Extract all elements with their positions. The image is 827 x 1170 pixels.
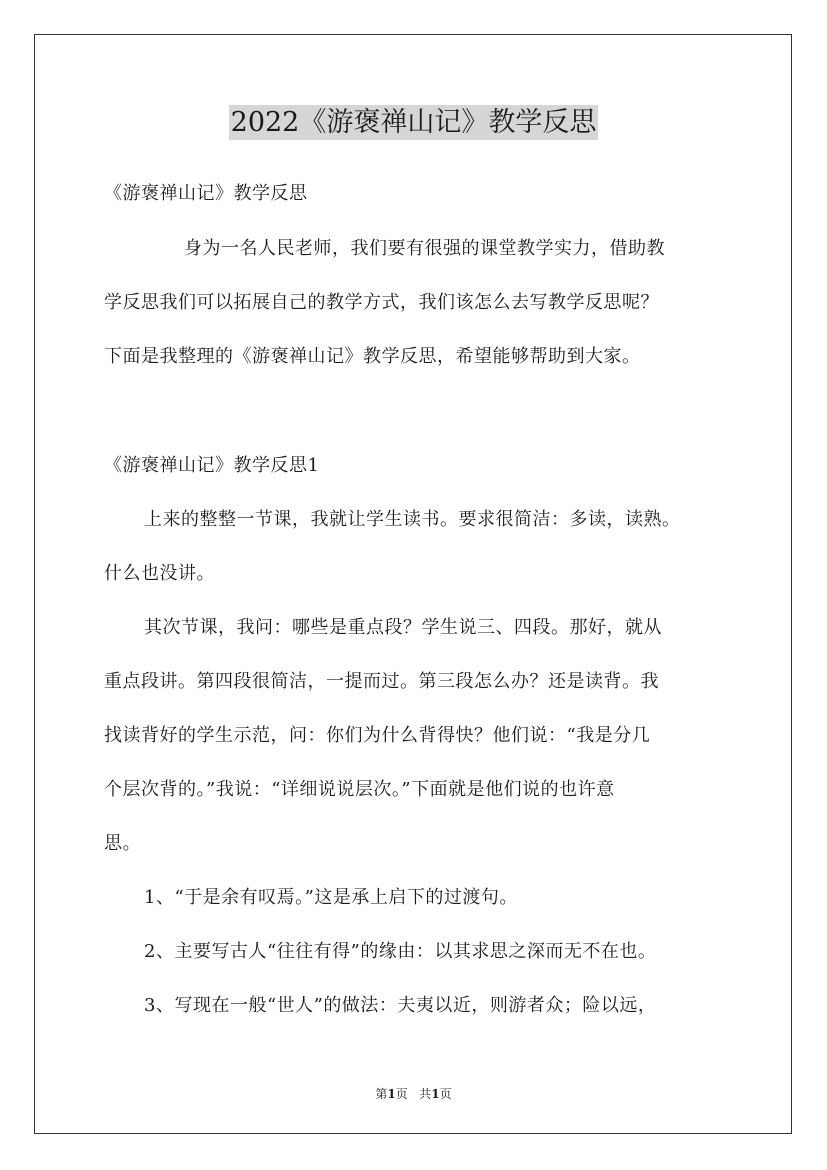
footer-page-suffix: 页 xyxy=(395,1087,408,1101)
intro-line-3: 下面是我整理的《游褒禅山记》教学反思，希望能够帮助到大家。 xyxy=(104,346,641,367)
body-line-1: 上来的整整一节课，我就让学生读书。要求很简洁：多读，读熟。 xyxy=(144,509,681,530)
body-line-2: 什么也没讲。 xyxy=(104,563,215,584)
body-line-5: 找读背好的学生示范，问：你们为什么背得快？他们说：“我是分几 xyxy=(104,725,651,746)
document-title-wrapper xyxy=(0,104,827,142)
section-heading: 《游褒禅山记》教学反思1 xyxy=(104,455,320,476)
footer-page-prefix: 第 xyxy=(375,1087,388,1101)
footer-total-suffix: 页 xyxy=(439,1087,452,1101)
page-footer xyxy=(0,1085,827,1102)
body-line-10: 3、写现在一般“世人”的做法：夫夷以近，则游者众；险以远， xyxy=(144,995,657,1016)
body-line-8: 1、“于是余有叹焉。”这是承上启下的过渡句。 xyxy=(144,887,518,908)
footer-total-prefix: 共 xyxy=(419,1087,432,1101)
footer-total-number: 1 xyxy=(431,1087,440,1101)
body-line-3: 其次节课，我问：哪些是重点段？学生说三、四段。那好，就从 xyxy=(144,617,662,638)
body-line-7: 思。 xyxy=(104,833,141,854)
footer-page-number: 1 xyxy=(387,1087,396,1101)
body-line-9: 2、主要写古人“往往有得”的缘由：以其求思之深而无不在也。 xyxy=(144,941,657,962)
subtitle: 《游褒禅山记》教学反思 xyxy=(104,183,308,204)
intro-line-1: 身为一名人民老师，我们要有很强的课堂教学实力，借助教 xyxy=(184,238,665,259)
body-line-6: 个层次背的。”我说：“详细说说层次。”下面就是他们说的也许意 xyxy=(104,779,615,800)
body-line-4: 重点段讲。第四段很简洁，一提而过。第三段怎么办？还是读背。我 xyxy=(104,671,659,692)
document-title: 2022《游褒禅山记》教学反思 xyxy=(230,107,597,138)
intro-line-2: 学反思我们可以拓展自己的教学方式，我们该怎么去写教学反思呢？ xyxy=(104,292,659,313)
